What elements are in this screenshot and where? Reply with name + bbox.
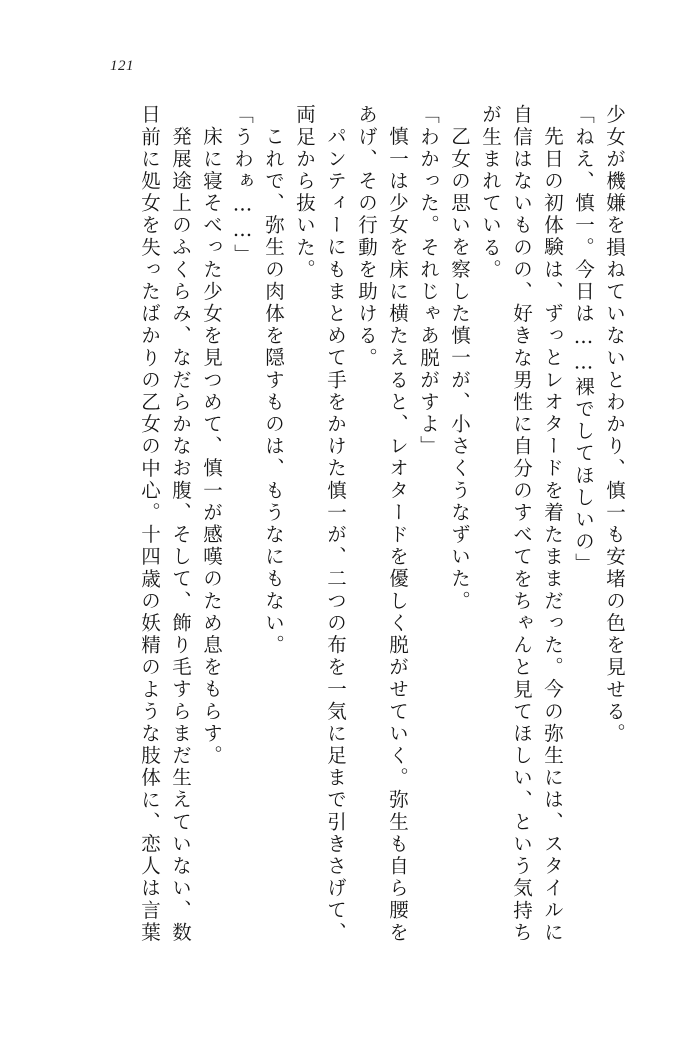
text-line: 両足から抜いた。 <box>293 104 316 281</box>
text-line: 少女が機嫌を損ねていないとわかり、慎一も安堵の色を見せる。 <box>603 104 626 745</box>
page-number: 121 <box>110 58 134 74</box>
vertical-text-body <box>58 104 624 984</box>
text-line: 乙女の思いを察した慎一が、小さくうなずいた。 <box>448 126 471 613</box>
text-line: あげ、その行動を助ける。 <box>355 104 378 370</box>
text-line: 「うわぁ……」 <box>231 104 254 266</box>
text-line: 「ねえ、慎一。今日は……裸でしてほしいの」 <box>572 104 595 576</box>
text-line: パンティーにもまとめて手をかけた慎一が、二つの布を一気に足まで引きさげて、 <box>324 126 347 944</box>
text-line: 自信はないものの、好きな男性に自分のすべてをちゃんと見てほしい、という気持ち <box>510 104 533 944</box>
text-line: 発展途上のふくらみ、なだらかなお腹、そして、飾り毛すらまだ生えていない、数 <box>169 126 192 944</box>
text-line: 「わかった。それじゃあ脱がすよ」 <box>417 104 440 458</box>
text-line: 日前に処女を失ったばかりの乙女の中心。十四歳の妖精のような肢体に、恋人は言葉 <box>138 104 161 944</box>
text-line: 先日の初体験は、ずっとレオタードを着たままだった。今の弥生には、スタイルに <box>541 126 564 944</box>
text-line: 床に寝そべった少女を見つめて、慎一が感嘆のため息をもらす。 <box>200 126 223 767</box>
text-line: 慎一は少女を床に横たえると、レオタードを優しく脱がせていく。弥生も自ら腰を <box>386 126 409 944</box>
text-line: これで、弥生の肉体を隠すものは、もうなにもない。 <box>262 126 285 657</box>
text-line: が生まれている。 <box>479 104 502 281</box>
